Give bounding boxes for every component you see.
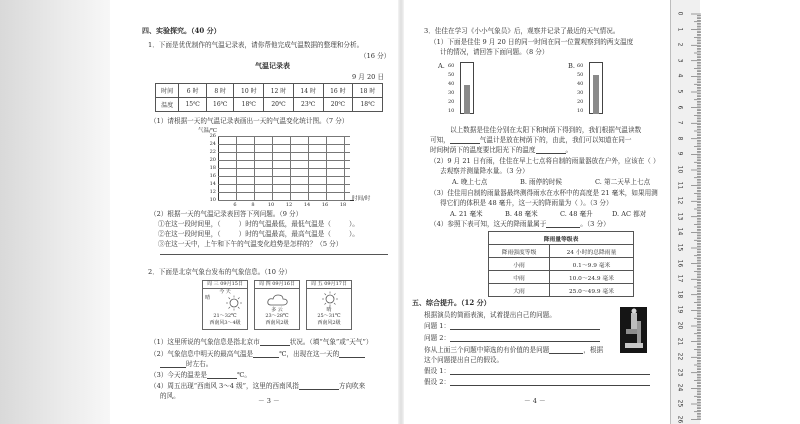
scale-label: 20 bbox=[448, 99, 455, 105]
y-tick-label: 20 bbox=[209, 157, 216, 163]
ruler-number: 9 bbox=[676, 151, 684, 156]
answer-blank[interactable] bbox=[207, 372, 237, 379]
grid-line bbox=[218, 184, 350, 185]
page-number-left: － 3 － bbox=[258, 397, 280, 405]
grid-line bbox=[218, 192, 350, 193]
x-tick-label: 14 bbox=[303, 202, 311, 208]
answer-blank[interactable] bbox=[160, 361, 186, 368]
ruler-number: 5 bbox=[676, 89, 684, 94]
table-title-cell: 降雨量等级表 bbox=[489, 232, 634, 245]
scale-label: 40 bbox=[577, 81, 584, 87]
text: 。 bbox=[565, 146, 573, 154]
ruler-number: 0 bbox=[676, 11, 684, 16]
ruler-number: 1 bbox=[676, 27, 684, 31]
blank-line-chart-grid bbox=[218, 136, 350, 200]
grid-line bbox=[344, 136, 345, 200]
text: 方向吹来 bbox=[338, 382, 366, 390]
text: （4）参照下表可知，这天的降雨量属于 bbox=[430, 220, 547, 228]
table-cell: 18 时 bbox=[353, 84, 383, 98]
x-tick-label: 16 bbox=[321, 202, 329, 208]
weather-card-wed bbox=[202, 280, 248, 330]
scale-label: 10 bbox=[448, 108, 455, 114]
table-row bbox=[489, 245, 634, 258]
s5-question2 bbox=[424, 334, 600, 342]
temp-table-date: 9 月 20 日 bbox=[352, 73, 385, 81]
sun-icon bbox=[223, 295, 245, 311]
q2-sub1 bbox=[150, 338, 372, 346]
ruler-number: 14 bbox=[676, 228, 684, 236]
ruler-number: 26 bbox=[676, 415, 684, 423]
text: （3）今天的温差是 bbox=[150, 371, 207, 379]
table-row bbox=[156, 98, 383, 112]
q2-sub2-cont bbox=[160, 360, 212, 368]
answer-line[interactable] bbox=[450, 368, 650, 375]
text: 。（3 分） bbox=[580, 220, 610, 228]
ruler-number: 24 bbox=[676, 384, 684, 392]
grid-line bbox=[326, 136, 327, 200]
chart-y-axis-label: 气温/℃ bbox=[198, 128, 218, 134]
q1-sub2-a bbox=[158, 220, 359, 228]
text: 假设 1： bbox=[424, 367, 451, 375]
ruler-number: 17 bbox=[676, 274, 684, 283]
weather-card-date: 周 四 09月16日 bbox=[255, 281, 299, 289]
text: 问题 1： bbox=[424, 322, 451, 330]
ruler-number: 15 bbox=[676, 243, 684, 252]
scale-label: 40 bbox=[448, 81, 455, 87]
q3-sub3-option-d[interactable]: D. AC 都对 bbox=[612, 210, 647, 218]
q3-text1a: 以上数据是佳佳分别在太阳下和树荫下得到的，我们根据气温读数 bbox=[450, 126, 642, 134]
q3-sub3-cont: 得它们的体积是 48 毫升，这一天的降雨量为（ ）。（3 分） bbox=[440, 199, 613, 207]
s5-text2: 这个问题提出自己的假设。 bbox=[424, 356, 504, 364]
thermometer-tube bbox=[460, 62, 474, 114]
ruler-number: 2 bbox=[676, 42, 684, 47]
scale-label: 30 bbox=[577, 90, 584, 96]
section5-title: 五、综合提升。（12 分） bbox=[412, 298, 491, 307]
q3-option-c[interactable]: C. 第二天早上七点 bbox=[595, 178, 651, 186]
grid-line bbox=[218, 160, 350, 161]
ruler-number: 4 bbox=[676, 73, 684, 78]
q2-prompt: 2．下面是北京气象台发布的气象信息。（10 分） bbox=[148, 268, 292, 276]
answer-blank[interactable] bbox=[546, 221, 580, 228]
q3-prompt: 3．佳佳在学习《小小气象员》后，观察并记录了最近的天气情况。 bbox=[424, 27, 620, 35]
answer-blank[interactable] bbox=[260, 339, 290, 346]
text: 可知， bbox=[430, 136, 450, 144]
scale-label: 60 bbox=[448, 63, 455, 69]
table-header-cell: 24 小时的总降雨量 bbox=[549, 245, 633, 258]
thermometer-b-label: B. bbox=[568, 62, 575, 70]
table-row bbox=[489, 284, 634, 297]
table-cell: 23℃ bbox=[293, 98, 323, 112]
ruler-number: 19 bbox=[676, 306, 684, 314]
section4-title: 四、实验探究。（40 分） bbox=[142, 26, 221, 35]
text: ②在这一段时间里，（ bbox=[158, 230, 221, 238]
answer-blank[interactable] bbox=[450, 137, 480, 144]
q3-option-b[interactable]: B. 雨停的时候 bbox=[520, 178, 563, 186]
ruler-number: 3 bbox=[676, 58, 684, 63]
scale-label: 50 bbox=[577, 72, 584, 78]
table-cell: 8 时 bbox=[206, 84, 234, 98]
table-row bbox=[489, 232, 634, 245]
q3-sub1-cont: 计的情况，请回答下面问题。（8 分） bbox=[440, 48, 549, 56]
s5-hypothesis1 bbox=[424, 367, 650, 375]
text: ℃。 bbox=[236, 371, 251, 379]
text: ）时的气温最高，最高气温是（ bbox=[238, 230, 331, 238]
x-tick-label: 18 bbox=[339, 202, 347, 208]
table-cell: 中雨 bbox=[489, 271, 550, 284]
text: （4）周五出现“西南风 3～4 级”，这里的西南风指 bbox=[150, 382, 299, 390]
s5-text1 bbox=[424, 346, 603, 354]
q3-option-a[interactable]: A. 晚上七点 bbox=[452, 178, 488, 186]
x-tick-label: 8 bbox=[251, 202, 255, 208]
table-cell: 0.1～9.9 毫米 bbox=[549, 258, 633, 271]
table-row bbox=[489, 271, 634, 284]
q3-sub3-option-b[interactable]: B. 48 毫米 bbox=[505, 210, 538, 218]
table-cell: 时间 bbox=[156, 84, 179, 98]
answer-blank[interactable] bbox=[299, 383, 339, 390]
scale-label: 50 bbox=[448, 72, 455, 78]
q1-sub2-c: ③在这一天中，上午和下午的气温变化趋势是怎样的？（5 分） bbox=[158, 240, 343, 248]
q3-sub1: （1）下面是佳佳 9 月 20 日的同一时间在同一位置观察到的两支温度 bbox=[430, 38, 634, 46]
text: 气温计是放在树荫下的，由此，我们可以知道在同一 bbox=[479, 136, 632, 144]
scale-label: 30 bbox=[448, 90, 455, 96]
table-cell: 温度 bbox=[156, 98, 179, 112]
table-cell: 14 时 bbox=[293, 84, 323, 98]
weather-card-wind: 西南风2级 bbox=[317, 320, 341, 326]
ruler-number: 18 bbox=[676, 290, 684, 299]
table-cell: 20℃ bbox=[323, 98, 353, 112]
weather-card-fri bbox=[306, 280, 352, 330]
weather-card-wind: 西南风2级 bbox=[265, 320, 289, 326]
table-cell: 15℃ bbox=[179, 98, 207, 112]
table-cell: 10 时 bbox=[234, 84, 264, 98]
grid-line bbox=[272, 136, 273, 200]
y-tick-label: 12 bbox=[209, 189, 216, 195]
q3-sub2-cont: 去观察并测量降水量。（3 分） bbox=[440, 167, 529, 175]
y-tick-label: 26 bbox=[209, 133, 216, 139]
q1-score: （16 分） bbox=[360, 52, 391, 60]
q1-sub2-b bbox=[158, 230, 359, 238]
microscope-icon bbox=[620, 307, 647, 353]
table-cell: 6 时 bbox=[179, 84, 207, 98]
scale-label: 10 bbox=[577, 108, 584, 114]
scale-label: 60 bbox=[577, 63, 584, 69]
q3-sub4 bbox=[430, 220, 610, 228]
weather-card-temp: 21～32℃ bbox=[213, 313, 237, 319]
thermometer-a-label: A. bbox=[438, 62, 445, 70]
temperature-record-table bbox=[155, 83, 383, 112]
text: ①在这一段时间里，（ bbox=[158, 220, 221, 228]
q3-text1-line3 bbox=[430, 146, 572, 154]
y-tick-label: 10 bbox=[209, 197, 216, 203]
ruler-number: 25 bbox=[676, 399, 684, 408]
weather-card-date: 周 五 09月17日 bbox=[307, 281, 351, 289]
answer-blank[interactable] bbox=[253, 351, 279, 358]
ruler-number: 21 bbox=[676, 337, 684, 345]
ruler-number: 6 bbox=[676, 105, 684, 109]
q1-prompt: 1．下面是优优制作的气温记录表，请你帮他完成气温数据的整理和分析。 bbox=[148, 41, 364, 49]
s5-intro: 根据演员的简画表演，试着提出自己的问题。 bbox=[424, 311, 556, 319]
table-cell: 12 时 bbox=[264, 84, 294, 98]
weather-card-label: 今 天 bbox=[219, 289, 231, 295]
answer-blank[interactable] bbox=[549, 347, 583, 354]
y-tick-label: 16 bbox=[209, 173, 216, 179]
text: ，根据 bbox=[583, 346, 604, 354]
page-fold bbox=[398, 0, 404, 424]
table-cell: 18℃ bbox=[234, 98, 264, 112]
ruler-number: 16 bbox=[676, 259, 684, 267]
weather-card-temp: 25～31℃ bbox=[317, 313, 341, 319]
ruler-number: 22 bbox=[676, 352, 684, 361]
q2-sub4-cont: 的风。 bbox=[160, 392, 180, 400]
weather-card-condition: 晴 bbox=[326, 307, 332, 313]
page-number-right: － 4 － bbox=[524, 397, 546, 405]
q2-sub4 bbox=[150, 382, 365, 390]
ruler-number: 20 bbox=[676, 321, 684, 330]
answer-line[interactable] bbox=[450, 323, 600, 330]
text: 假设 2： bbox=[424, 378, 451, 386]
text: ）。 bbox=[348, 230, 359, 238]
table-cell: 25.0～49.9 毫米 bbox=[549, 284, 633, 297]
table-cell: 16 时 bbox=[323, 84, 353, 98]
weather-card-date: 周 三 09月15日 bbox=[203, 281, 247, 289]
grid-line bbox=[218, 168, 350, 169]
weather-card-wind: 西南风3～4级 bbox=[209, 320, 241, 326]
text: ℃，出现在这一天的 bbox=[279, 350, 340, 358]
ruler-number: 12 bbox=[676, 196, 684, 205]
q3-sub3-option-a[interactable]: A. 21 毫米 bbox=[450, 210, 483, 218]
s5-hypothesis2 bbox=[424, 378, 650, 386]
grid-line bbox=[218, 152, 350, 153]
text: ）。 bbox=[348, 220, 359, 228]
sun-icon bbox=[319, 291, 341, 307]
q3-sub2: （2）9 月 21 日有雨，佳佳在早上七点将自制的雨量器放在户外，应该在（ ） bbox=[430, 157, 660, 165]
table-header-cell: 降雨强度等级 bbox=[489, 245, 550, 258]
table-row bbox=[156, 84, 383, 98]
table-cell: 大雨 bbox=[489, 284, 550, 297]
ruler-number: 11 bbox=[676, 181, 684, 189]
weather-card-temp: 23～28℃ bbox=[265, 313, 289, 319]
thermometer-column bbox=[464, 85, 470, 114]
weather-card-condition: 晴 bbox=[205, 295, 211, 301]
weather-card-condition: 多 云 bbox=[271, 307, 283, 313]
cloud-icon bbox=[266, 293, 290, 307]
x-tick-label: 10 bbox=[267, 202, 275, 208]
grid-line bbox=[236, 136, 237, 200]
text: 时左右。 bbox=[186, 360, 213, 368]
grid-line bbox=[218, 200, 350, 201]
x-tick-label: 12 bbox=[285, 202, 293, 208]
book-edge bbox=[0, 0, 110, 424]
rainfall-level-table bbox=[488, 231, 634, 297]
y-tick-label: 18 bbox=[209, 165, 216, 171]
q1-sub2: （2）根据一天的气温记录表回答下列问题。（9 分） bbox=[150, 210, 303, 218]
text: （2）气象信息中明天的最高气温是 bbox=[150, 350, 254, 358]
grid-line bbox=[290, 136, 291, 200]
weather-card-thu bbox=[254, 280, 300, 330]
ruler-number: 23 bbox=[676, 368, 684, 377]
table-cell: 20℃ bbox=[264, 98, 294, 112]
text: 你从上面三个问题中筛选的有价值的是问题 bbox=[424, 346, 550, 354]
ruler-number: 10 bbox=[676, 165, 684, 174]
x-tick-label: 6 bbox=[233, 202, 237, 208]
answer-line[interactable] bbox=[450, 335, 600, 342]
scale-label: 20 bbox=[577, 99, 584, 105]
answer-blank[interactable] bbox=[339, 351, 365, 358]
q3-sub3-option-c[interactable]: C. 48 毫升 bbox=[560, 210, 593, 218]
grid-line bbox=[308, 136, 309, 200]
thermometer-column bbox=[593, 75, 599, 114]
q3-text1-line2 bbox=[430, 136, 631, 144]
ruler-number: 7 bbox=[676, 120, 684, 125]
s5-question1 bbox=[424, 322, 600, 330]
table-cell: 16℃ bbox=[206, 98, 234, 112]
table-row bbox=[489, 258, 634, 271]
chart-x-axis-label: 时间/时 bbox=[352, 196, 371, 202]
answer-line bbox=[160, 254, 388, 255]
text: （1）这里所说的气象信息是指北京市 bbox=[150, 338, 260, 346]
microscope-photo bbox=[620, 307, 647, 353]
text: ）时的气温最低，最低气温是（ bbox=[238, 220, 331, 228]
grid-line bbox=[218, 144, 350, 145]
table-cell: 10.0～24.9 毫米 bbox=[549, 271, 633, 284]
measuring-ruler bbox=[670, 0, 700, 424]
ruler-number: 13 bbox=[676, 212, 684, 221]
q2-sub2 bbox=[150, 350, 365, 358]
ruler-ticks bbox=[685, 0, 701, 424]
table-cell: 小雨 bbox=[489, 258, 550, 271]
grid-line bbox=[218, 176, 350, 177]
text: 时间树荫下的温度要比阳光下的温度 bbox=[430, 146, 536, 154]
temp-table-title: 气温记录表 bbox=[255, 61, 290, 70]
table-cell: 18℃ bbox=[353, 98, 383, 112]
q1-sub1: （1）请根据一天的气温记录表画出一天的气温变化统计图。（7 分） bbox=[150, 117, 349, 125]
answer-line[interactable] bbox=[450, 379, 650, 386]
grid-line bbox=[254, 136, 255, 200]
text: 问题 2： bbox=[424, 334, 451, 342]
y-tick-label: 24 bbox=[209, 141, 216, 147]
ruler-number: 8 bbox=[676, 136, 684, 141]
y-tick-label: 14 bbox=[209, 181, 216, 187]
answer-blank[interactable] bbox=[536, 147, 566, 154]
q3-sub3: （3）佳佳用自制的雨量器最终测得雨水在水杯中的高度是 21 毫米，如果用测 bbox=[430, 189, 658, 197]
thermometer-tube bbox=[589, 62, 603, 114]
grid-line bbox=[218, 136, 350, 137]
q2-sub3 bbox=[150, 371, 251, 379]
text: 状况。（填“气象”或“天气”） bbox=[289, 338, 373, 346]
y-tick-label: 22 bbox=[209, 149, 216, 155]
